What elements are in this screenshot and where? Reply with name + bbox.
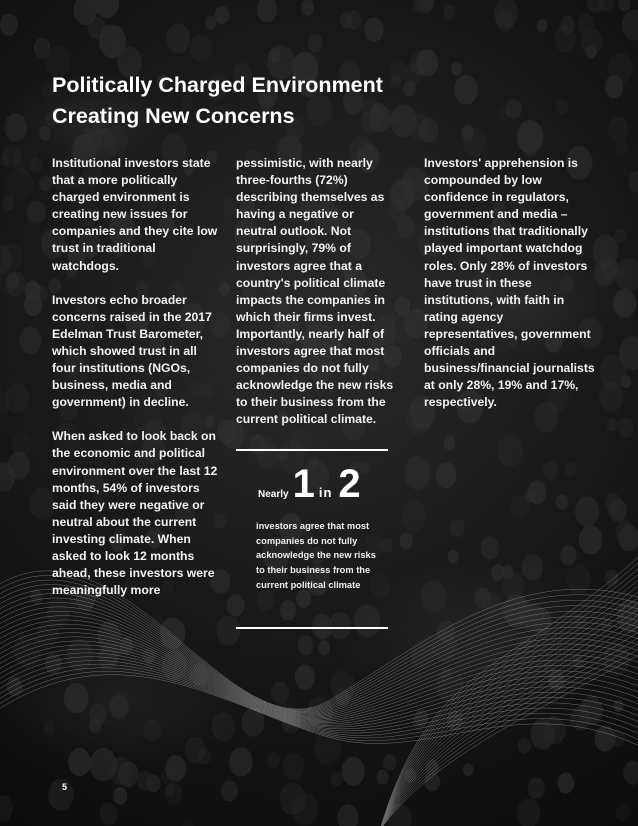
text-column-1 (52, 155, 222, 616)
stat-denominator: 2 (338, 462, 361, 506)
page-title (52, 70, 383, 132)
stat-connector: in (318, 485, 333, 500)
paragraph: Investors' apprehension is compounded by low confidence in regulators, government and media – institutions that traditionally played important watchdog roles. Only 28% of investors have trust in these institutions, with faith in rating agency representatives, government officials and business/financial journalists at only 28%, 19% and 17%, respectively. (424, 156, 595, 410)
stat-prefix: Nearly (258, 489, 289, 500)
title-line-2: Creating New Concerns (52, 104, 295, 128)
text-column-2 (236, 155, 396, 446)
stat-description: investors agree that most companies do not fully acknowledge the new risks to their business from the current political climate (256, 521, 376, 590)
stat-bottom-rule (236, 627, 388, 629)
stat-top-rule (236, 449, 388, 451)
stat-numerator: 1 (292, 462, 315, 506)
paragraph: pessimistic, with nearly three-fourths (72%) describing themselves as having a negative or neutral outlook. Not surprisingly, 79% of investors agree that a country's political climate impacts the companies in which their firms invest. Importantly, nearly half of investors agree that most companies do not fully acknowledge the new risks to their business from the current political climate. (236, 156, 394, 427)
paragraph: When asked to look back on the economic and political environment over the last 12 months, 54% of investors said they were negative or neutral about the current investing climate. When asked to look 12 months ahead, these investors were meaningfully more (52, 429, 218, 598)
paragraph: Investors echo broader concerns raised in the 2017 Edelman Trust Barometer, which showed trust in all four institutions (NGOs, business, media and government) in decline. (52, 292, 212, 410)
stat-callout (258, 464, 361, 504)
title-line-1: Politically Charged Environment (52, 73, 383, 97)
text-column-3 (424, 155, 596, 428)
paragraph: Institutional investors state that a more politically charged environment is creating new issues for companies and they cite low trust in traditional watchdogs. (52, 156, 218, 273)
page-number: 5 (62, 782, 68, 792)
